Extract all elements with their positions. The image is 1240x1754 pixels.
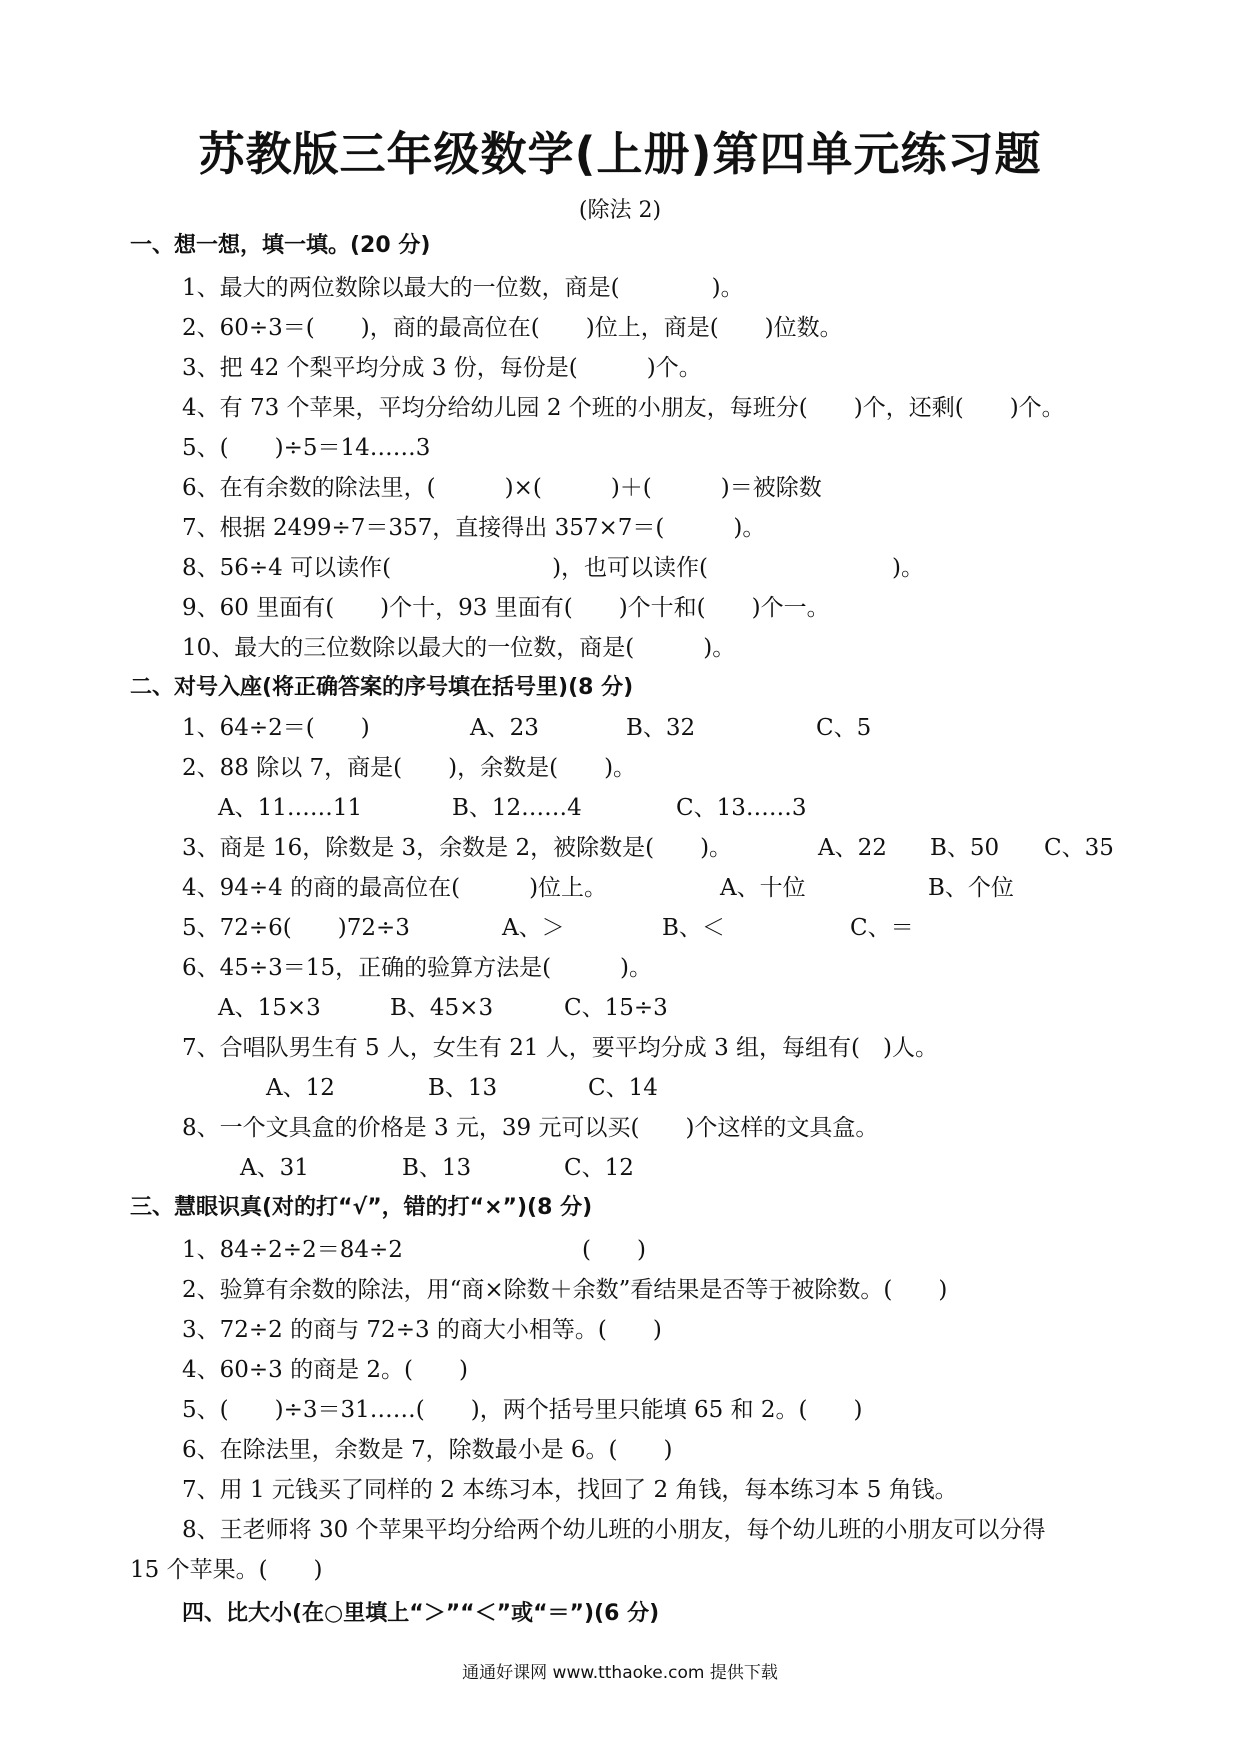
question: 8、王老师将 30 个苹果平均分给两个幼儿班的小朋友，每个幼儿班的小朋友可以分得	[182, 1517, 1046, 1543]
page-title: 苏教版三年级数学(上册)第四单元练习题	[198, 127, 1042, 181]
question: 5、72÷6( )72÷3	[182, 915, 410, 941]
answer-option: A、12	[266, 1075, 335, 1101]
answer-option: C、14	[588, 1075, 658, 1101]
answer-option: C、13……3	[676, 795, 807, 821]
question: 6、45÷3＝15，正确的验算方法是( )。	[182, 955, 653, 981]
question-continuation: 15 个苹果。( )	[130, 1557, 323, 1583]
section-3-heading: 三、慧眼识真(对的打“√”，错的打“×”)(8 分)	[130, 1195, 593, 1220]
section-2-heading: 二、对号入座(将正确答案的序号填在括号里)(8 分)	[130, 675, 634, 700]
answer-option: A、22	[818, 835, 887, 861]
section-4-heading: 四、比大小(在○里填上“＞”“＜”或“＝”)(6 分)	[182, 1601, 660, 1626]
question: 10、最大的三位数除以最大的一位数，商是( )。	[182, 635, 736, 661]
answer-option: B、＜	[662, 915, 725, 941]
answer-option: C、15÷3	[564, 995, 668, 1021]
answer-option: B、45×3	[390, 995, 494, 1021]
question: 2、60÷3＝( )，商的最高位在( )位上，商是( )位数。	[182, 315, 843, 341]
question: 1、84÷2÷2＝84÷2	[182, 1237, 403, 1263]
question: 8、一个文具盒的价格是 3 元，39 元可以买( )个这样的文具盒。	[182, 1115, 879, 1141]
question: 2、88 除以 7，商是( )，余数是( )。	[182, 755, 637, 781]
answer-paren: ( )	[582, 1237, 646, 1263]
page-subtitle: (除法 2)	[578, 198, 662, 223]
question: 7、合唱队男生有 5 人，女生有 21 人，要平均分成 3 组，每组有( )人。	[182, 1035, 938, 1061]
question: 6、在有余数的除法里，( )×( )＋( )＝被除数	[182, 475, 822, 501]
answer-option: A、11……11	[218, 795, 363, 821]
question: 9、60 里面有( )个十，93 里面有( )个十和( )个一。	[182, 595, 830, 621]
question: 7、根据 2499÷7＝357，直接得出 357×7＝( )。	[182, 515, 766, 541]
answer-option: B、个位	[928, 875, 1014, 901]
question: 5、( )÷5＝14……3	[182, 435, 431, 461]
page-footer: 通通好课网 www.tthaoke.com 提供下载	[462, 1663, 778, 1683]
question: 7、用 1 元钱买了同样的 2 本练习本，找回了 2 角钱，每本练习本 5 角钱。	[182, 1477, 958, 1503]
answer-option: B、13	[428, 1075, 498, 1101]
question: 3、商是 16，除数是 3，余数是 2，被除数是( )。	[182, 835, 733, 861]
answer-option: B、13	[402, 1155, 472, 1181]
question: 3、把 42 个梨平均分成 3 份，每份是( )个。	[182, 355, 702, 381]
question: 1、最大的两位数除以最大的一位数，商是( )。	[182, 275, 744, 301]
answer-option: A、＞	[502, 915, 565, 941]
answer-option: B、12……4	[452, 795, 582, 821]
question: 6、在除法里，余数是 7，除数最小是 6。( )	[182, 1437, 673, 1463]
answer-option: A、15×3	[218, 995, 321, 1021]
question: 1、64÷2＝( )	[182, 715, 370, 741]
answer-option: B、32	[626, 715, 696, 741]
answer-option: C、12	[564, 1155, 634, 1181]
question: 8、56÷4 可以读作( )，也可以读作( )。	[182, 555, 925, 581]
answer-option: C、35	[1044, 835, 1114, 861]
question: 4、94÷4 的商的最高位在( )位上。	[182, 875, 608, 901]
section-1-heading: 一、想一想，填一填。(20 分)	[130, 233, 431, 258]
answer-option: A、十位	[720, 875, 806, 901]
answer-option: B、50	[930, 835, 1000, 861]
answer-option: A、31	[240, 1155, 309, 1181]
answer-option: A、23	[470, 715, 539, 741]
question: 3、72÷2 的商与 72÷3 的商大小相等。( )	[182, 1317, 662, 1343]
answer-option: C、5	[816, 715, 872, 741]
question: 5、( )÷3＝31……( )，两个括号里只能填 65 和 2。( )	[182, 1397, 863, 1423]
answer-option: C、＝	[850, 915, 914, 941]
question: 4、有 73 个苹果，平均分给幼儿园 2 个班的小朋友，每班分( )个，还剩( )个。	[182, 395, 1065, 421]
question: 2、验算有余数的除法，用“商×除数＋余数”看结果是否等于被除数。( )	[182, 1277, 948, 1303]
question: 4、60÷3 的商是 2。( )	[182, 1357, 469, 1383]
